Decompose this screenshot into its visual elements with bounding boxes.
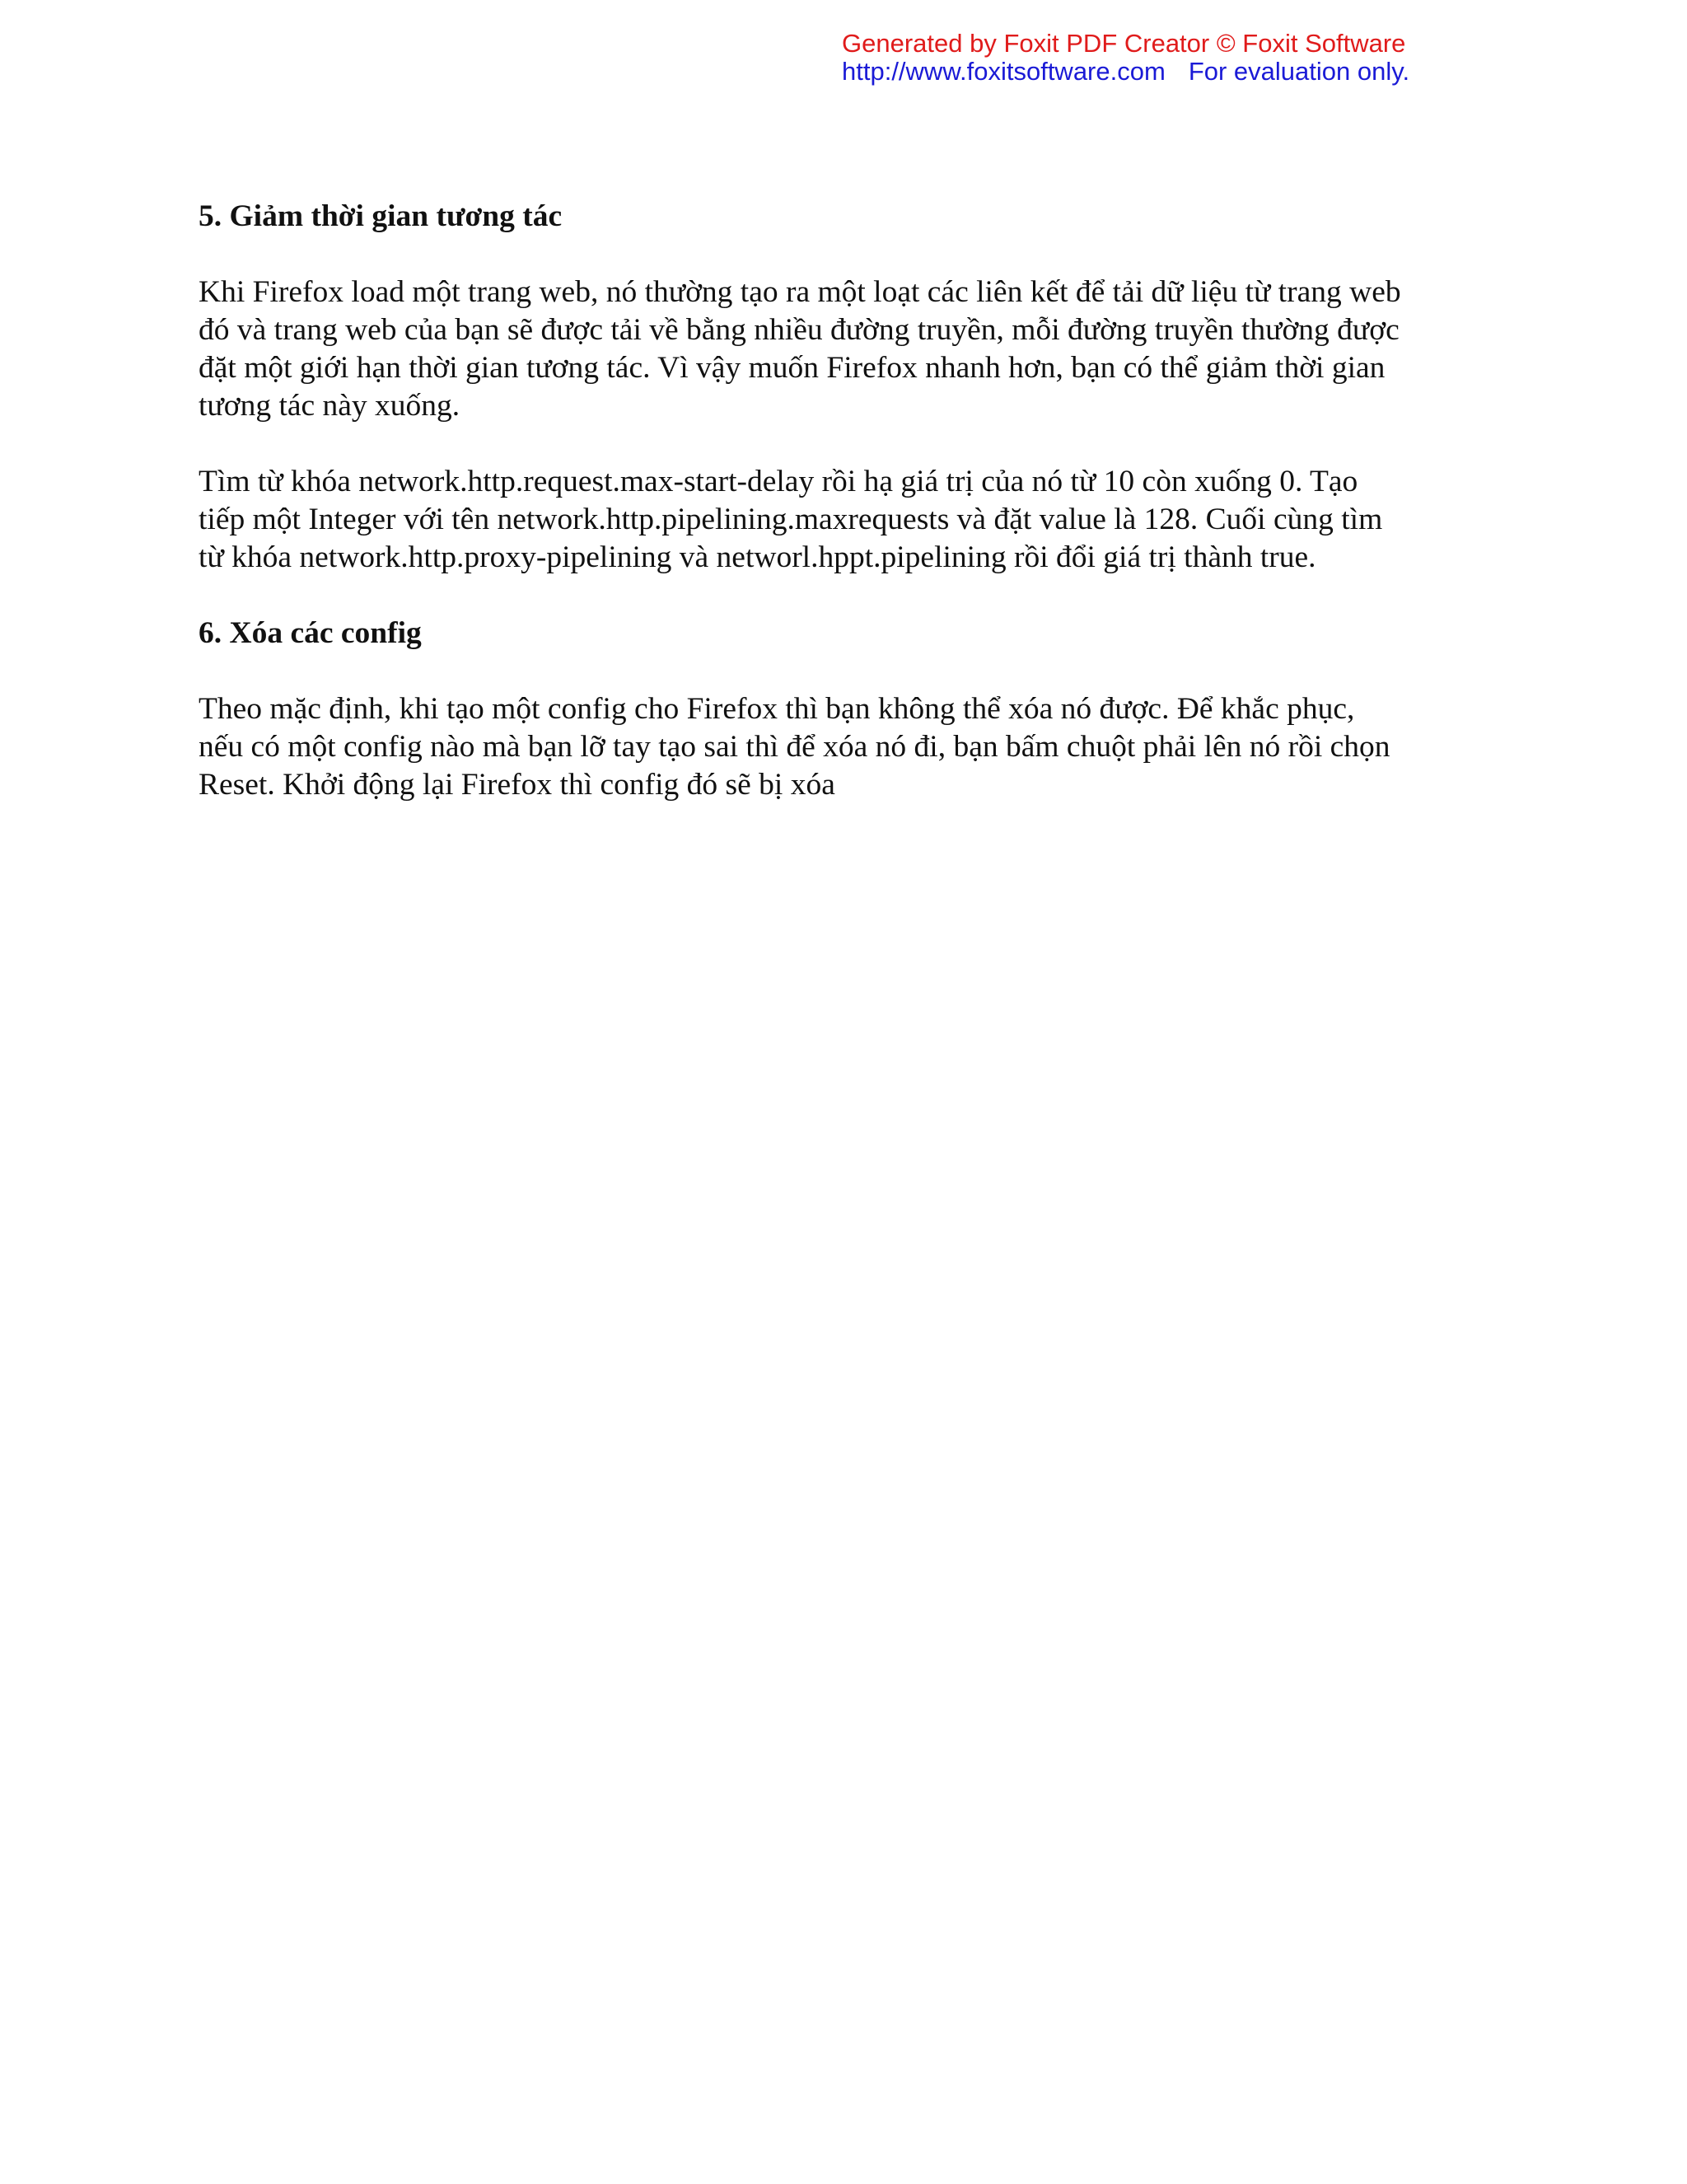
paragraph-line: tương tác này xuống. xyxy=(199,389,460,423)
section-paragraph xyxy=(199,463,1500,577)
paragraph-line: đó và trang web của bạn sẽ được tải về bằng nhiều đường truyền, mỗi đường truyền thường được xyxy=(199,313,1400,347)
paragraph-line: đặt một giới hạn thời gian tương tác. Vì vậy muốn Firefox nhanh hơn, bạn có thể giảm thời gian xyxy=(199,351,1386,385)
paragraph-line: nếu có một config nào mà bạn lỡ tay tạo sai thì để xóa nó đi, bạn bấm chuột phải lên nó rồi chọn xyxy=(199,730,1390,764)
paragraph-line: tiếp một Integer với tên network.http.pipelining.maxrequests và đặt value là 128. Cuối cùng tìm xyxy=(199,503,1383,536)
watermark-url-line xyxy=(842,58,1409,86)
watermark-url[interactable]: http://www.foxitsoftware.com xyxy=(842,57,1166,86)
watermark-evaluation-note: For evaluation only. xyxy=(1188,57,1410,86)
paragraph-line: từ khóa network.http.proxy-pipelining và networl.hppt.pipelining rồi đổi giá trị thành true. xyxy=(199,540,1316,574)
paragraph-line: Tìm từ khóa network.http.request.max-start-delay rồi hạ giá trị của nó từ 10 còn xuống 0. Tạo xyxy=(199,465,1358,498)
document-body xyxy=(199,198,1500,804)
section-heading: 5. Giảm thời gian tương tác xyxy=(199,199,563,233)
foxit-watermark xyxy=(842,30,1409,86)
paragraph-line: Reset. Khởi động lại Firefox thì config đó sẽ bị xóa xyxy=(199,768,835,802)
paragraph-line: Khi Firefox load một trang web, nó thường tạo ra một loạt các liên kết để tải dữ liệu từ trang web xyxy=(199,275,1401,309)
section-paragraph xyxy=(199,690,1500,804)
section-paragraph xyxy=(199,274,1500,425)
section-heading: 6. Xóa các config xyxy=(199,616,422,650)
watermark-generator-text: Generated by Foxit PDF Creator © Foxit Software xyxy=(842,29,1406,58)
paragraph-line: Theo mặc định, khi tạo một config cho Firefox thì bạn không thể xóa nó được. Để khắc phục, xyxy=(199,692,1355,726)
